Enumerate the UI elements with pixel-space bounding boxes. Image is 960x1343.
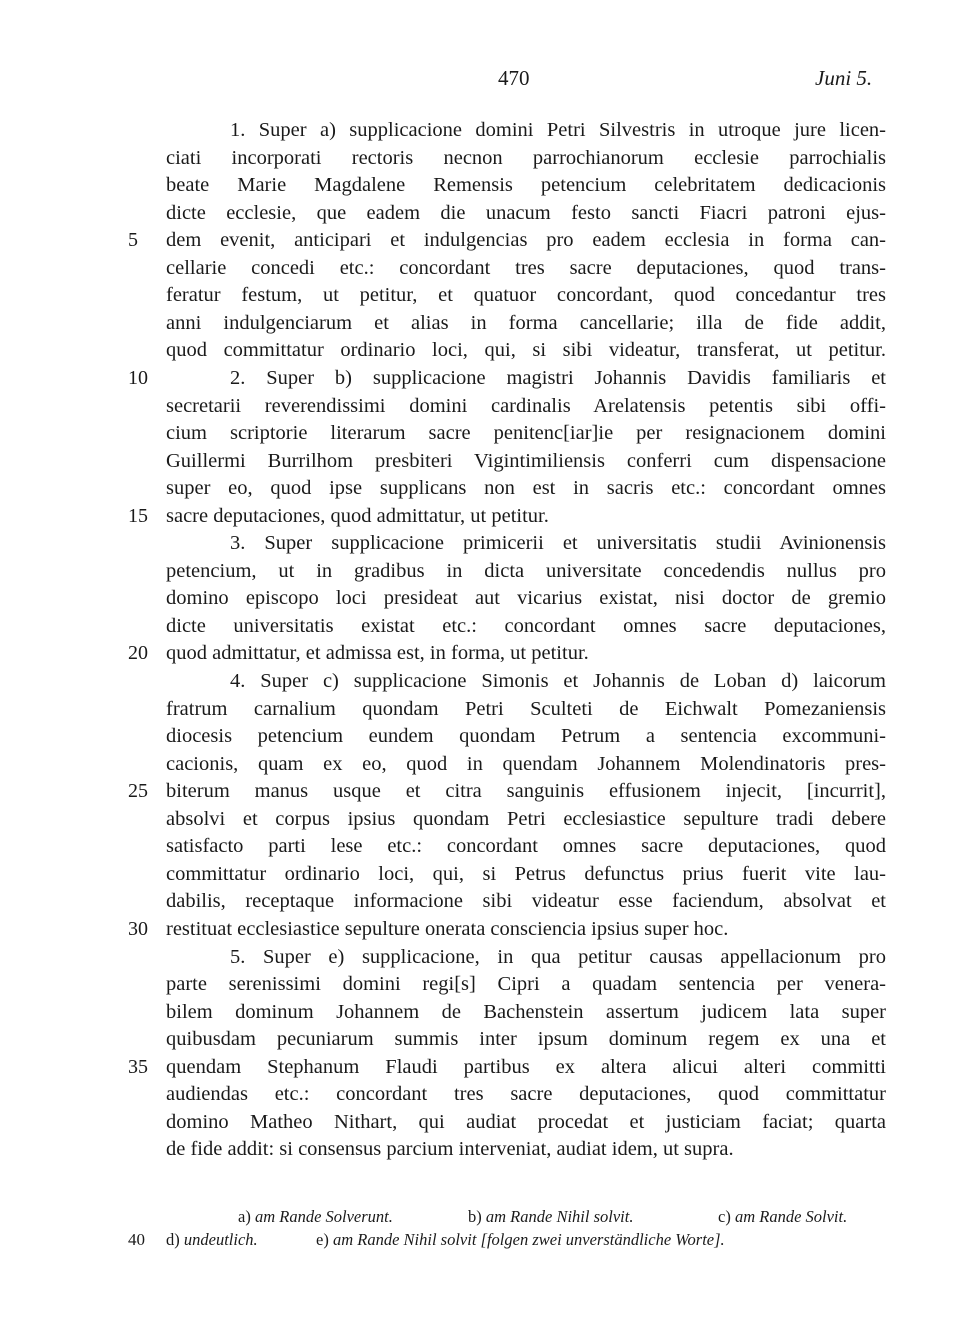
text-line: absolvi et corpus ipsius quondam Petri ecclesiastice sepulture tradi debere [166,808,886,830]
line-number: 10 [128,367,148,389]
text-line: quendam Stephanum Flaudi partibus ex altera alicui alteri committi [166,1056,886,1078]
text-line: cium scriptorie literarum sacre penitenc[iar]ie per resignacionem domini [166,422,886,444]
text-line: 3. Super supplicacione primicerii et universitatis studii Avinionensis [230,532,886,554]
text-line: super eo, quod ipse supplicans non est in sacris etc.: concordant omnes [166,477,886,499]
text-line: satisfacto parti lese etc.: concordant omnes sacre deputaciones, quod [166,835,886,857]
text-line: domino episcopo loci presideat aut vicarius existat, nisi doctor de gremio [166,587,886,609]
text-line: feratur festum, ut petitur, et quatuor concordant, quod concedantur tres [166,284,886,306]
line-number: 5 [128,229,138,251]
text-line: quod admittatur, et admissa est, in forma, ut petitur. [166,642,589,664]
line-number: 30 [128,918,148,940]
text-line: parte serenissimi domini regi[s] Cipri a quadam sentencia per venera- [166,973,886,995]
page-number: 470 [498,66,530,90]
text-line: sacre deputaciones, quod admittatur, ut petitur. [166,505,549,527]
text-line: Guillermi Burrilhom presbiteri Vigintimiliensis conferri cum dispensacione [166,450,886,472]
text-line: 1. Super a) supplicacione domini Petri Silvestris in utroque jure licen- [230,119,886,141]
text-line: fratrum carnalium quondam Petri Sculteti de Eichwalt Pomezaniensis [166,698,886,720]
line-number: 20 [128,642,148,664]
text-line: de fide addit: si consensus parcium interveniat, audiat idem, ut supra. [166,1138,734,1160]
line-number: 25 [128,780,148,802]
text-line: anni indulgenciarum et alias in forma cancellarie; illa de fide addit, [166,312,886,334]
footnote-d: d) undeutlich. [166,1230,258,1249]
text-line: diocesis petencium eundem quondam Petrum a sentencia excommuni- [166,725,886,747]
text-line: petencium, ut in gradibus in dicta universitate concedendis nullus pro [166,560,886,582]
text-line: quod committatur ordinario loci, qui, si sibi videatur, transferat, ut petitur. [166,339,886,361]
running-head: Juni 5. [815,66,873,90]
text-line: beate Marie Magdalene Remensis petencium celebritatem dedicacionis [166,174,886,196]
text-line: dicte ecclesie, que eadem die unacum festo sancti Fiacri patroni ejus- [166,202,886,224]
text-line: dicte universitatis existat etc.: concordant omnes sacre deputaciones, [166,615,886,637]
text-line: bilem dominum Johannem de Bachenstein assertum judicem lata super [166,1001,886,1023]
text-line: audiendas etc.: concordant tres sacre deputaciones, quod committatur [166,1083,886,1105]
text-line: secretarii reverendissimi domini cardinalis Arelatensis petentis sibi offi- [166,395,886,417]
text-line: restituat ecclesiastice sepulture onerata consciencia ipsius super hoc. [166,918,729,940]
footnote-a: a) am Rande Solverunt. [238,1207,393,1226]
text-line: committatur ordinario loci, qui, si Petrus defunctus prius fuerit vite lau- [166,863,886,885]
line-number: 15 [128,505,148,527]
text-line: biterum manus usque et citra sanguinis effusionem injecit, [incurrit], [166,780,886,802]
text-line: dabilis, receptaque informacione sibi videatur esse faciendum, absolvat et [166,890,886,912]
text-line: dem evenit, anticipari et indulgencias pro eadem ecclesia in forma can- [166,229,886,251]
text-line: domino Matheo Nithart, qui audiat procedat et justiciam faciat; quarta [166,1111,886,1133]
text-line: 5. Super e) supplicacione, in qua petitur causas appellacionum pro [230,946,886,968]
page-header [0,66,960,96]
text-line: 4. Super c) supplicacione Simonis et Johannis de Loban d) laicorum [230,670,886,692]
footnote-e: e) am Rande Nihil solvit [folgen zwei unverständliche Worte]. [316,1230,725,1249]
footnote-b: b) am Rande Nihil solvit. [468,1207,634,1226]
text-line: ciati incorporati rectoris necnon parrochianorum ecclesie parrochialis [166,147,886,169]
text-line: 2. Super b) supplicacione magistri Johannis Davidis familiaris et [230,367,886,389]
line-number: 35 [128,1056,148,1078]
footnote-line-number: 40 [128,1230,145,1249]
text-line: cacionis, quam ex eo, quod in quendam Johannem Molendinatoris pres- [166,753,886,775]
text-line: quibusdam pecuniarum summis inter ipsum dominum regem ex una et [166,1028,886,1050]
text-line: cellarie concedi etc.: concordant tres sacre deputaciones, quod trans- [166,257,886,279]
footnote-c: c) am Rande Solvit. [718,1207,848,1226]
